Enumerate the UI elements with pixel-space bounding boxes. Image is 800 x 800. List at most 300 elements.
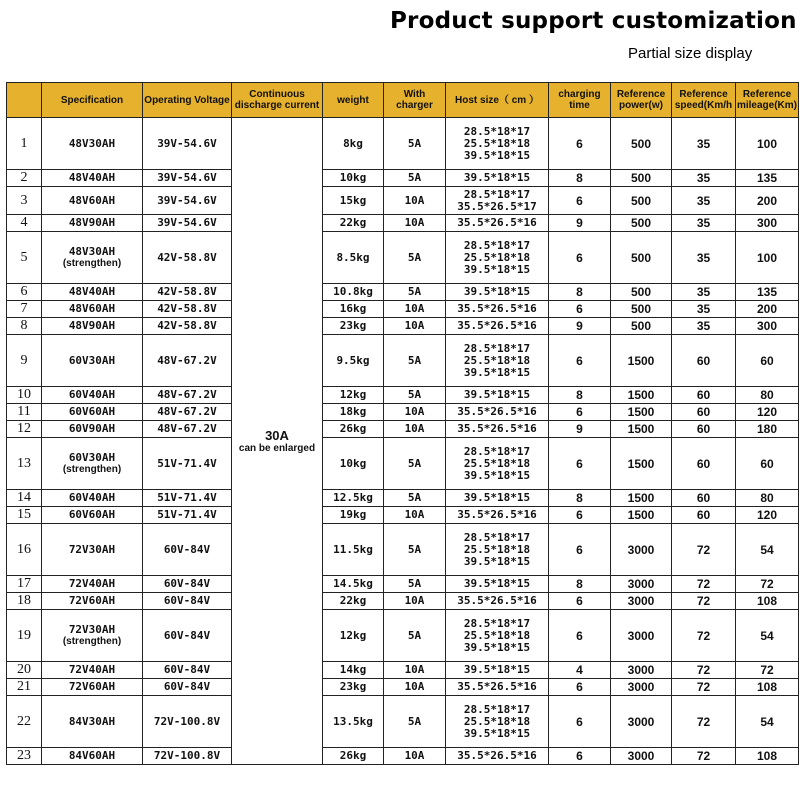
charger-cell: 10A: [384, 507, 446, 524]
power-cell: 1500: [611, 421, 672, 438]
voltage-cell: 60V-84V: [143, 576, 232, 593]
charger-cell: 10A: [384, 593, 446, 610]
spec-cell: [42, 318, 143, 335]
table-row: [7, 335, 799, 387]
charging-time-cell: 9: [549, 318, 611, 335]
host-size-cell: [446, 507, 549, 524]
mileage-cell: 54: [736, 610, 799, 662]
charging-time-cell: 8: [549, 284, 611, 301]
power-cell: 3000: [611, 576, 672, 593]
charger-cell: 5A: [384, 524, 446, 576]
table-row: [7, 576, 799, 593]
weight-cell: 19kg: [323, 507, 384, 524]
charging-time-cell: 6: [549, 696, 611, 748]
row-number: 4: [7, 215, 42, 232]
spec-value: 84V60AH: [68, 749, 116, 762]
spec-value: 48V90AH: [68, 319, 116, 332]
voltage-cell: 48V-67.2V: [143, 404, 232, 421]
weight-cell: 12kg: [323, 610, 384, 662]
charger-cell: 5A: [384, 490, 446, 507]
table-row: [7, 170, 799, 187]
speed-cell: 35: [672, 232, 736, 284]
weight-cell: 22kg: [323, 593, 384, 610]
host-size-cell: [446, 284, 549, 301]
charger-cell: 10A: [384, 679, 446, 696]
row-number: 2: [7, 170, 42, 187]
charger-cell: 5A: [384, 170, 446, 187]
charging-time-cell: 6: [549, 301, 611, 318]
host-size-line: 25.5*18*18: [463, 542, 531, 556]
weight-cell: 18kg: [323, 404, 384, 421]
spec-value: 60V30AH: [68, 451, 116, 464]
header-voltage: Operating Voltage: [143, 83, 232, 118]
charging-time-cell: 8: [549, 170, 611, 187]
speed-cell: 60: [672, 507, 736, 524]
charging-time-cell: 8: [549, 576, 611, 593]
voltage-cell: 60V-84V: [143, 593, 232, 610]
host-size-cell: [446, 593, 549, 610]
host-size-line: 25.5*18*18: [463, 628, 531, 642]
row-number: 10: [7, 387, 42, 404]
host-size-line: 28.5*18*17: [463, 187, 531, 201]
host-size-line: 35.5*26.5*16: [457, 422, 537, 435]
table-row: [7, 118, 799, 170]
table-row: [7, 662, 799, 679]
power-cell: 500: [611, 301, 672, 318]
power-cell: 1500: [611, 335, 672, 387]
charging-time-cell: 8: [549, 490, 611, 507]
spec-cell: [42, 696, 143, 748]
host-size-line: 39.5*18*15: [463, 726, 531, 740]
host-size-line: 35.5*26.5*16: [457, 405, 537, 418]
mileage-cell: 54: [736, 524, 799, 576]
mileage-cell: 135: [736, 170, 799, 187]
table-row: [7, 215, 799, 232]
speed-cell: 35: [672, 301, 736, 318]
table-row: [7, 301, 799, 318]
charging-time-cell: 6: [549, 335, 611, 387]
host-size-cell: [446, 662, 549, 679]
host-size-cell: [446, 421, 549, 438]
mileage-cell: 108: [736, 593, 799, 610]
voltage-cell: 39V-54.6V: [143, 187, 232, 215]
table-row: [7, 748, 799, 765]
charger-cell: 5A: [384, 284, 446, 301]
host-size-line: 35.5*26.5*17: [457, 199, 537, 213]
host-size-cell: [446, 170, 549, 187]
voltage-cell: 60V-84V: [143, 524, 232, 576]
spec-cell: [42, 335, 143, 387]
mileage-cell: 108: [736, 748, 799, 765]
spec-cell: [42, 387, 143, 404]
host-size-cell: [446, 610, 549, 662]
charging-time-cell: 6: [549, 438, 611, 490]
host-size-line: 28.5*18*17: [463, 616, 531, 630]
power-cell: 3000: [611, 524, 672, 576]
host-size-line: 28.5*18*17: [463, 702, 531, 716]
voltage-cell: 51V-71.4V: [143, 507, 232, 524]
speed-cell: 72: [672, 576, 736, 593]
host-size-line: 39.5*18*15: [463, 554, 531, 568]
spec-note: (strengthen): [62, 636, 122, 647]
charging-time-cell: 6: [549, 187, 611, 215]
weight-cell: 13.5kg: [323, 696, 384, 748]
spec-value: 48V60AH: [68, 193, 116, 207]
host-size-line: 39.5*18*15: [463, 171, 531, 184]
row-number: 19: [7, 610, 42, 662]
power-cell: 3000: [611, 679, 672, 696]
spec-cell: [42, 662, 143, 679]
host-size-line: 39.5*18*15: [463, 262, 531, 276]
speed-cell: 72: [672, 524, 736, 576]
spec-cell: [42, 301, 143, 318]
row-number: 11: [7, 404, 42, 421]
voltage-cell: 42V-58.8V: [143, 284, 232, 301]
spec-value: 72V60AH: [68, 680, 116, 693]
voltage-cell: 48V-67.2V: [143, 335, 232, 387]
voltage-cell: 39V-54.6V: [143, 118, 232, 170]
spec-note: (strengthen): [62, 464, 122, 475]
weight-cell: 16kg: [323, 301, 384, 318]
weight-cell: 15kg: [323, 187, 384, 215]
table-row: [7, 593, 799, 610]
speed-cell: 72: [672, 696, 736, 748]
mileage-cell: 200: [736, 301, 799, 318]
power-cell: 3000: [611, 696, 672, 748]
spec-value: 84V30AH: [68, 714, 116, 728]
spec-note: (strengthen): [62, 258, 122, 269]
charger-cell: 10A: [384, 301, 446, 318]
charger-cell: 10A: [384, 215, 446, 232]
spec-value: 48V60AH: [68, 302, 116, 315]
header-weight: weight: [323, 83, 384, 118]
voltage-cell: 60V-84V: [143, 679, 232, 696]
row-number: 3: [7, 187, 42, 215]
row-number: 13: [7, 438, 42, 490]
host-size-line: 25.5*18*18: [463, 456, 531, 470]
table-row: [7, 438, 799, 490]
table-row: [7, 387, 799, 404]
spec-value: 72V40AH: [68, 577, 116, 590]
speed-cell: 35: [672, 170, 736, 187]
host-size-cell: [446, 387, 549, 404]
row-number: 9: [7, 335, 42, 387]
voltage-cell: 72V-100.8V: [143, 748, 232, 765]
spec-value: 60V40AH: [68, 491, 116, 504]
host-size-line: 28.5*18*17: [463, 124, 531, 138]
charger-cell: 5A: [384, 610, 446, 662]
speed-cell: 72: [672, 662, 736, 679]
host-size-line: 39.5*18*15: [463, 468, 531, 482]
spec-cell: [42, 421, 143, 438]
spec-value: 72V40AH: [68, 663, 116, 676]
speed-cell: 72: [672, 610, 736, 662]
spec-cell: [42, 170, 143, 187]
charger-cell: 5A: [384, 696, 446, 748]
host-size-line: 25.5*18*18: [463, 136, 531, 150]
power-cell: 1500: [611, 490, 672, 507]
discharge-current-cell: [232, 118, 323, 765]
speed-cell: 35: [672, 215, 736, 232]
header-mileage: Reference mileage(Km): [736, 83, 799, 118]
charger-cell: 5A: [384, 438, 446, 490]
weight-cell: 10kg: [323, 170, 384, 187]
speed-cell: 35: [672, 187, 736, 215]
host-size-line: 39.5*18*15: [463, 640, 531, 654]
power-cell: 500: [611, 215, 672, 232]
weight-cell: 10kg: [323, 438, 384, 490]
spec-value: 48V90AH: [68, 216, 116, 229]
weight-cell: 10.8kg: [323, 284, 384, 301]
speed-cell: 35: [672, 118, 736, 170]
weight-cell: 8kg: [323, 118, 384, 170]
table-row: [7, 679, 799, 696]
host-size-line: 35.5*26.5*16: [457, 319, 537, 332]
charging-time-cell: 6: [549, 610, 611, 662]
mileage-cell: 120: [736, 404, 799, 421]
host-size-line: 39.5*18*15: [463, 577, 531, 590]
mileage-cell: 135: [736, 284, 799, 301]
host-size-cell: [446, 118, 549, 170]
speed-cell: 60: [672, 335, 736, 387]
spec-value: 60V60AH: [68, 508, 116, 521]
host-size-line: 25.5*18*18: [463, 250, 531, 264]
host-size-cell: [446, 318, 549, 335]
mileage-cell: 72: [736, 576, 799, 593]
host-size-line: 39.5*18*15: [463, 388, 531, 401]
speed-cell: 35: [672, 284, 736, 301]
spec-cell: [42, 232, 143, 284]
table-row: [7, 490, 799, 507]
spec-cell: [42, 576, 143, 593]
spec-value: 72V60AH: [68, 594, 116, 607]
row-number: 16: [7, 524, 42, 576]
weight-cell: 14.5kg: [323, 576, 384, 593]
page-title: Product support customization: [390, 8, 797, 34]
voltage-cell: 42V-58.8V: [143, 232, 232, 284]
weight-cell: 26kg: [323, 748, 384, 765]
header-row: [7, 83, 799, 118]
host-size-line: 35.5*26.5*16: [457, 680, 537, 693]
power-cell: 1500: [611, 404, 672, 421]
host-size-line: 35.5*26.5*16: [457, 216, 537, 229]
spec-value: 72V30AH: [68, 623, 116, 636]
host-size-line: 28.5*18*17: [463, 341, 531, 355]
voltage-cell: 72V-100.8V: [143, 696, 232, 748]
spec-cell: [42, 118, 143, 170]
mileage-cell: 300: [736, 215, 799, 232]
voltage-cell: 60V-84V: [143, 610, 232, 662]
host-size-line: 35.5*26.5*16: [457, 302, 537, 315]
spec-value: 60V40AH: [68, 388, 116, 401]
mileage-cell: 108: [736, 679, 799, 696]
charger-cell: 5A: [384, 387, 446, 404]
power-cell: 500: [611, 284, 672, 301]
spec-value: 60V60AH: [68, 405, 116, 418]
row-number: 14: [7, 490, 42, 507]
host-size-line: 39.5*18*15: [463, 663, 531, 676]
voltage-cell: 51V-71.4V: [143, 438, 232, 490]
row-number: 18: [7, 593, 42, 610]
voltage-cell: 39V-54.6V: [143, 170, 232, 187]
table-row: [7, 318, 799, 335]
charger-cell: 5A: [384, 232, 446, 284]
host-size-cell: [446, 335, 549, 387]
spec-cell: [42, 748, 143, 765]
host-size-line: 35.5*26.5*16: [457, 594, 537, 607]
table-row: [7, 404, 799, 421]
mileage-cell: 120: [736, 507, 799, 524]
power-cell: 3000: [611, 748, 672, 765]
spec-cell: [42, 438, 143, 490]
host-size-line: 35.5*26.5*16: [457, 508, 537, 521]
charger-cell: 10A: [384, 748, 446, 765]
charger-cell: 5A: [384, 335, 446, 387]
weight-cell: 23kg: [323, 679, 384, 696]
host-size-cell: [446, 232, 549, 284]
spec-value: 60V30AH: [68, 353, 116, 367]
row-number: 20: [7, 662, 42, 679]
spec-cell: [42, 524, 143, 576]
charging-time-cell: 6: [549, 593, 611, 610]
spec-table: [6, 82, 799, 765]
voltage-cell: 42V-58.8V: [143, 301, 232, 318]
speed-cell: 60: [672, 438, 736, 490]
header-power: Reference power(w): [611, 83, 672, 118]
speed-cell: 72: [672, 593, 736, 610]
host-size-line: 28.5*18*17: [463, 444, 531, 458]
header-charger: With charger: [384, 83, 446, 118]
charger-cell: 10A: [384, 662, 446, 679]
host-size-cell: [446, 524, 549, 576]
row-number: 22: [7, 696, 42, 748]
charger-cell: 10A: [384, 421, 446, 438]
host-size-cell: [446, 748, 549, 765]
table-row: [7, 610, 799, 662]
charger-cell: 5A: [384, 576, 446, 593]
header-size: Host size（ cm ）: [446, 83, 549, 118]
row-number: 8: [7, 318, 42, 335]
table-row: [7, 284, 799, 301]
page-subtitle: Partial size display: [628, 45, 753, 62]
row-number: 15: [7, 507, 42, 524]
spec-value: 48V40AH: [68, 171, 116, 184]
speed-cell: 60: [672, 387, 736, 404]
charging-time-cell: 9: [549, 421, 611, 438]
mileage-cell: 54: [736, 696, 799, 748]
spec-cell: [42, 507, 143, 524]
charger-cell: 10A: [384, 318, 446, 335]
weight-cell: 12.5kg: [323, 490, 384, 507]
mileage-cell: 80: [736, 490, 799, 507]
weight-cell: 22kg: [323, 215, 384, 232]
voltage-cell: 60V-84V: [143, 662, 232, 679]
host-size-line: 25.5*18*18: [463, 714, 531, 728]
table-row: [7, 187, 799, 215]
voltage-cell: 48V-67.2V: [143, 421, 232, 438]
power-cell: 3000: [611, 610, 672, 662]
host-size-cell: [446, 215, 549, 232]
spec-cell: [42, 593, 143, 610]
host-size-line: 28.5*18*17: [463, 238, 531, 252]
charging-time-cell: 9: [549, 215, 611, 232]
charging-time-cell: 4: [549, 662, 611, 679]
power-cell: 3000: [611, 593, 672, 610]
host-size-cell: [446, 187, 549, 215]
mileage-cell: 300: [736, 318, 799, 335]
row-number: 7: [7, 301, 42, 318]
header-speed: Reference speed(Km/h: [672, 83, 736, 118]
host-size-cell: [446, 301, 549, 318]
spec-value: 60V90AH: [68, 422, 116, 435]
mileage-cell: 100: [736, 118, 799, 170]
voltage-cell: 39V-54.6V: [143, 215, 232, 232]
row-number: 12: [7, 421, 42, 438]
power-cell: 500: [611, 118, 672, 170]
host-size-line: 39.5*18*15: [463, 365, 531, 379]
weight-cell: 8.5kg: [323, 232, 384, 284]
spec-cell: [42, 187, 143, 215]
weight-cell: 23kg: [323, 318, 384, 335]
host-size-cell: [446, 679, 549, 696]
mileage-cell: 180: [736, 421, 799, 438]
header-time: charging time: [549, 83, 611, 118]
voltage-cell: 51V-71.4V: [143, 490, 232, 507]
row-number: 1: [7, 118, 42, 170]
spec-value: 72V30AH: [68, 542, 116, 556]
host-size-cell: [446, 490, 549, 507]
charger-cell: 10A: [384, 404, 446, 421]
header-current: Continuous discharge current: [232, 83, 323, 118]
power-cell: 500: [611, 170, 672, 187]
spec-table-body: [7, 118, 799, 765]
speed-cell: 72: [672, 679, 736, 696]
host-size-line: 35.5*26.5*16: [457, 749, 537, 762]
weight-cell: 11.5kg: [323, 524, 384, 576]
spec-cell: [42, 215, 143, 232]
spec-cell: [42, 490, 143, 507]
weight-cell: 9.5kg: [323, 335, 384, 387]
table-row: [7, 232, 799, 284]
charging-time-cell: 6: [549, 507, 611, 524]
mileage-cell: 100: [736, 232, 799, 284]
charging-time-cell: 6: [549, 679, 611, 696]
power-cell: 3000: [611, 662, 672, 679]
mileage-cell: 60: [736, 438, 799, 490]
spec-value: 48V30AH: [68, 245, 116, 258]
voltage-cell: 48V-67.2V: [143, 387, 232, 404]
power-cell: 500: [611, 187, 672, 215]
table-row: [7, 507, 799, 524]
host-size-cell: [446, 404, 549, 421]
charging-time-cell: 6: [549, 404, 611, 421]
mileage-cell: 60: [736, 335, 799, 387]
row-number: 17: [7, 576, 42, 593]
row-number: 23: [7, 748, 42, 765]
power-cell: 1500: [611, 438, 672, 490]
voltage-cell: 42V-58.8V: [143, 318, 232, 335]
spec-cell: [42, 284, 143, 301]
spec-cell: [42, 610, 143, 662]
speed-cell: 60: [672, 404, 736, 421]
weight-cell: 12kg: [323, 387, 384, 404]
charger-cell: 5A: [384, 118, 446, 170]
speed-cell: 60: [672, 421, 736, 438]
spec-value: 48V30AH: [68, 136, 116, 150]
mileage-cell: 80: [736, 387, 799, 404]
power-cell: 500: [611, 318, 672, 335]
host-size-line: 39.5*18*15: [463, 285, 531, 298]
